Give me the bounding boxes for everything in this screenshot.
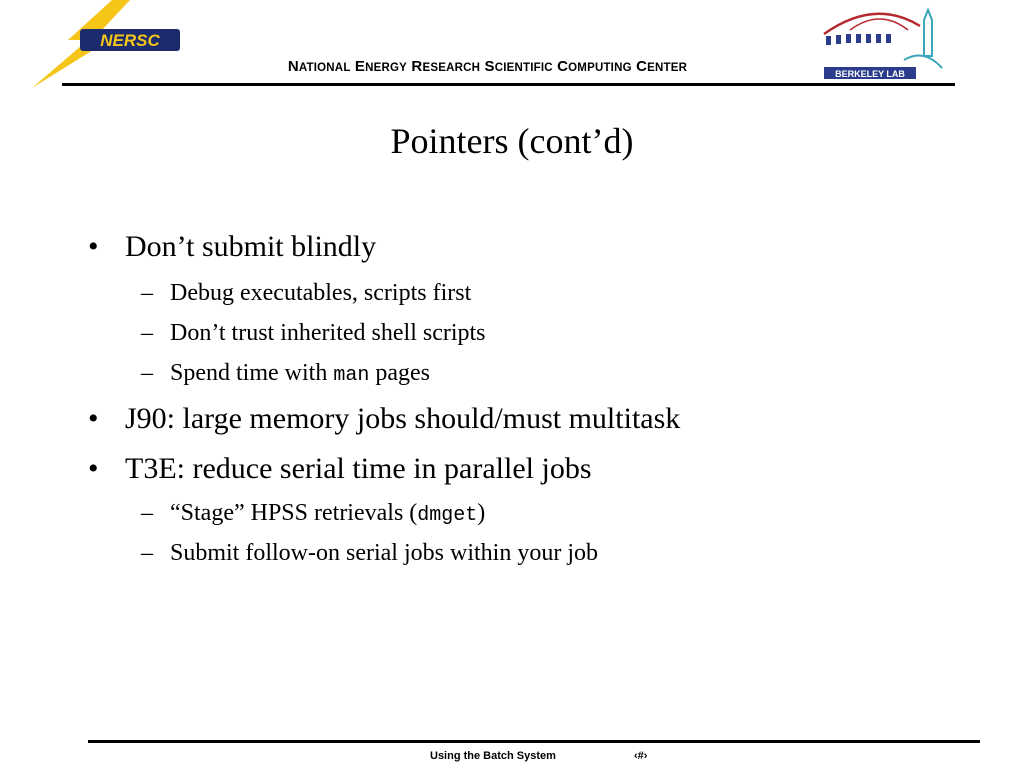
berkeley-arc-outer — [824, 14, 920, 34]
bullet-mark: • — [88, 452, 99, 485]
sub-bullet-mark: – — [141, 540, 153, 566]
bullet-3-text: T3E: reduce serial time in parallel jobs — [125, 452, 592, 485]
sub-bullet-1-2-text: Don’t trust inherited shell scripts — [170, 320, 486, 346]
header-word-energy: ENERGY — [354, 58, 408, 75]
berkeley-hill — [904, 56, 942, 69]
header-word-national: NATIONAL — [287, 58, 351, 75]
berkeley-arc-inner — [850, 19, 908, 30]
footer-title: Using the Batch System — [430, 750, 556, 762]
nersc-logo-text: NERSC — [100, 31, 160, 50]
code-man: man — [333, 364, 370, 387]
header-word-center: CENTER — [636, 58, 688, 75]
bullet-mark: • — [88, 402, 99, 435]
header-word-research: RESEARCH — [411, 58, 481, 75]
header-divider — [62, 83, 955, 86]
page-number: ‹#› — [634, 750, 648, 762]
header-word-computing: COMPUTING — [557, 58, 632, 75]
nersc-logo — [30, 0, 182, 90]
berkeley-tower — [924, 10, 932, 56]
berkeley-building-marks — [826, 34, 891, 45]
sub-bullet-mark: – — [141, 360, 153, 386]
code-dmget: dmget — [417, 504, 478, 527]
berkeley-lab-logo — [820, 4, 944, 82]
bullet-2-text: J90: large memory jobs should/must multitask — [125, 402, 681, 435]
footer-divider — [88, 740, 980, 743]
sub-bullet-mark: – — [141, 320, 153, 346]
bullet-1-text: Don’t submit blindly — [125, 230, 377, 263]
header-word-scientific: SCIENTIFIC — [484, 58, 553, 75]
berkeley-lab-label: BERKELEY LAB — [835, 69, 905, 79]
sub-bullet-mark: – — [141, 280, 153, 306]
bullet-mark: • — [88, 230, 99, 263]
sub-bullet-1-1-text: Debug executables, scripts first — [170, 280, 472, 306]
sub-bullet-mark: – — [141, 500, 153, 526]
sub-bullet-3-1-text: “Stage” HPSS retrievals (dmget) — [170, 500, 486, 527]
sub-bullet-1-3-text: Spend time with man pages — [170, 360, 430, 387]
sub-bullet-3-2-text: Submit follow-on serial jobs within your job — [170, 540, 598, 566]
slide-title: Pointers (cont’d) — [390, 121, 634, 161]
header-title — [200, 58, 775, 75]
